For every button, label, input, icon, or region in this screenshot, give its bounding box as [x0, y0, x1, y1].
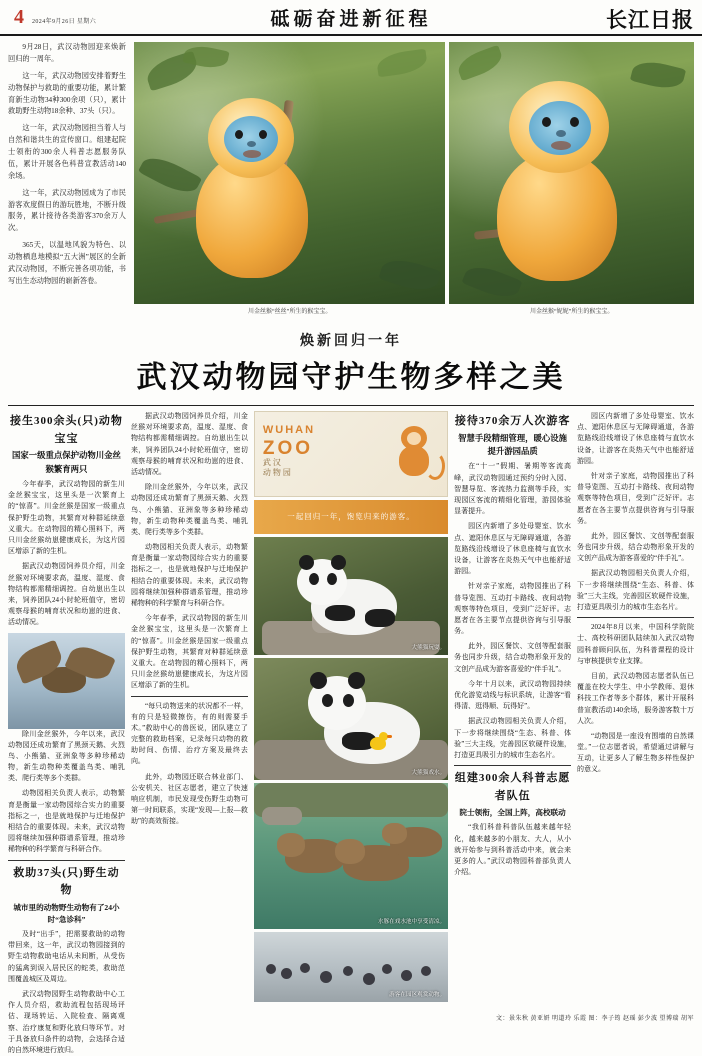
zoo-logo-card [254, 411, 448, 497]
paragraph: 针对亲子家庭，动物园推出了科普导览图、互动打卡路线、夜间动物观察等特色项目，受到广泛好评。志愿者在各主要节点提供咨询与引导服务。 [577, 471, 694, 525]
section-title-volunteer: 组建300余人科普志愿者队伍 [454, 772, 571, 802]
paragraph: 今年十月以来，武汉动物园持续优化游览动线与标识系统，让游客“看得清、逛得顺、玩得好”。 [454, 679, 572, 711]
page-title: 武汉动物园守护生物多样之美 [136, 361, 566, 394]
photo-credits: 文：景朱秋 黄亚妍 明道玲 乐霞 图：李子筠 赵瑶 彭少波 望博瑞 胡军 [495, 1016, 694, 1022]
lead-paragraph: 这一年，武汉动物园安排着野生动物保护与救助的重要功能，累计繁育新生动物34种300余项（只），累计救助野生动物18余种、37头（只）。 [8, 71, 126, 116]
paragraph: 及时“出手”，把需要救助的动物带回来，这一年，武汉动物园接到的野生动物救助电话从未间断，从受伤的猛禽到误入居民区的蛇类，救助范围覆盖城区及周边。 [8, 930, 125, 983]
photo-caption: 大熊猫玩耍。 [411, 645, 446, 652]
lead-paragraph: 365天，以温地风貌为特色、以动物栖息地模拟“五大洲”展区的全新武汉动物园，不断完善各项功能，书写出生态动物园的崭新答卷。 [8, 241, 126, 285]
paragraph: 目前，武汉动物园志愿者队伍已覆盖在校大学生、中小学教师、退休科技工作者等多个群体，累计开展科普宣教活动140余场，服务游客数十万人次。 [577, 671, 694, 725]
photo-visitor-crowd [254, 932, 448, 1002]
column-births-cont [131, 411, 248, 1024]
paragraph: 今年春季，武汉动物园的新生川金丝猴宝宝，这里头是一次繁育上的“惊喜”。川金丝猴是国家一级重点保护野生动物，其繁育对种群延续意义重大。在动物园的精心照料下，两只川金丝猴幼崽健康成长，为这片园区增添了新的生机。 [130, 614, 248, 690]
paragraph: 据武汉动物园相关负责人介绍，下一步将继续围绕“生态、科普、体验”三大主线，完善园区软硬件设施，打造更具吸引力的城市生态名片。 [577, 569, 694, 611]
photo-golden-monkey-pair [134, 42, 445, 304]
monkey-logo-icon [391, 426, 437, 484]
column-births [8, 411, 125, 1054]
paragraph: 园区内新增了多处母婴室、饮水点、遮阳休息区与无障碍通道，各游览路线沿线增设了休息座椅与直饮水设备，让游客在炎热天气中也能舒适游园。 [577, 412, 694, 465]
paragraph: 此外，园区餐饮、文创等配套服务也同步升级，结合动物形象开发的文创产品成为游客喜爱的“伴手礼”。 [454, 642, 572, 673]
photo-golden-monkey-single [449, 42, 694, 304]
photo-panda-climbing [254, 537, 448, 655]
divider [131, 696, 248, 697]
headline-kicker: 焕新回归一年 [300, 334, 402, 349]
paragraph: 2024年8月以来，中国科学院院士、高校科研团队陆续加入武汉动物园科普顾问队伍，为科普课程的设计与审核提供专业支撑。 [577, 623, 694, 665]
paragraph: “我们科普科普队伍越来越年轻化，越来越多的小朋友、大人，从小就开始参与到科普活动中来，就会来更多的人。”武汉动物园科普部负责人介绍。 [454, 823, 572, 877]
photo-panda-resting [254, 658, 448, 780]
paragraph: “动物园是一座没有围墙的自然课堂。”一位志愿者说，希望通过讲解与互动，让更多人了解生物多样性保护的意义。 [577, 731, 694, 774]
headline-block [0, 328, 702, 400]
issue-date: 2024年9月26日 星期六 [32, 18, 97, 25]
paragraph: 动物园相关负责人表示，动物繁育是衡量一家动物园综合实力的重要指标之一，也是就地保护与迁地保护相结合的重要体现。未来，武汉动物园将继续加强种群谱系管理，推动珍稀物种的科学繁育与科研合作。 [130, 543, 248, 607]
paragraph: 武汉动物园野生动物救助中心工作人员介绍，救助流程包括现场评估、现场转运、入院检查、隔离观察、治疗康复和野化放归等环节。对于具备放归条件的动物，会选择合适的自然环境进行放归。 [8, 989, 125, 1054]
photo-caption: 水豚在戏水池中享受清凉。 [377, 919, 446, 926]
paragraph: 据武汉动物园饲养员介绍，川金丝猴对环境要求高，温度、湿度、食物结构都需精细调控。自幼崽出生以来，饲养团队24小时轮班值守，密切观察母猴的哺育状况和幼崽的进食、活动情况。 [8, 562, 125, 627]
column-visitors [454, 411, 571, 1024]
paragraph: 在“十一”假期、暑期等客流高峰，武汉动物园通过预约分时入园、智慧导览、客流热力监测等手段，实现园区客流的精细化管理，游园体验显著提升。 [454, 462, 572, 516]
photo-raptor [8, 633, 125, 729]
photo-caption: 大熊猫戏水。 [411, 770, 446, 777]
paragraph: 除川金丝猴外，今年以来，武汉动物园还成功繁育了黑颈天鹅、火烈鸟、小熊猫、亚洲象等多种珍稀动物，新生动物种类覆盖鸟类、哺乳类、爬行类等多个类群。 [8, 729, 125, 783]
lead-paragraph: 这一年，武汉动物园成为了市民游客欢度假日的游玩胜地，不断升级服务，累计接待各类游客370余万人次。 [8, 188, 126, 233]
center-photo-stack [254, 537, 448, 1002]
lead-paragraph: 9月28日，武汉动物园迎来焕新回归的一周年。 [8, 43, 126, 63]
article-body [0, 406, 702, 1054]
divider [8, 860, 125, 861]
logo-brand-cn: 武汉 [262, 458, 283, 467]
divider [454, 765, 571, 766]
paragraph: 针对亲子家庭，动物园推出了科普导览图、互动打卡路线、夜间动物观察等特色项目，受到广泛好评。志愿者在各主要节点提供咨询与引导服务。 [454, 582, 572, 636]
photo-caption: 川金丝猴“妮妮”所生的猴宝宝。 [530, 309, 614, 315]
paragraph: “每只动物送来的状况都不一样，有的只是轻微擦伤，有的则需要手术。”救助中心的兽医说，团队建立了完整的救助档案，记录每只动物的救助时间、伤情、治疗方案及最终去向。 [130, 701, 248, 766]
column-visitors-cont [577, 411, 694, 1024]
section-subtitle-births: 国家一级重点保护动物川金丝猴繁育两只 [12, 451, 121, 474]
masthead-banner: 砥砺奋进新征程 [270, 8, 432, 30]
section-subtitle-visitors: 智慧手段精细管理，暖心设施提升游园品质 [458, 433, 568, 457]
paragraph: 除川金丝猴外，今年以来，武汉动物园还成功繁育了黑颈天鹅、火烈鸟、小熊猫、亚洲象等多种珍稀动物，新生动物种类覆盖鸟类、哺乳类、爬行类等多个类群。 [130, 483, 248, 536]
photo-capybara-water [254, 783, 448, 929]
paragraph: 动物园相关负责人表示，动物繁育是衡量一家动物园综合实力的重要指标之一，也是就地保护与迁地保护相结合的重要体现。未来，武汉动物园将继续加强种群谱系管理，推动珍稀物种的科学繁育与科研合作。 [8, 789, 125, 854]
paragraph: 此外，园区餐饮、文创等配套服务也同步升级，结合动物形象开发的文创产品成为游客喜爱的“伴手礼”。 [577, 531, 694, 563]
masthead [0, 0, 702, 36]
section-title-births: 接生300余头(只)动物宝宝 [10, 415, 123, 445]
photo-caption: 游客在园区观赏动物。 [389, 992, 446, 999]
section-title-visitors: 接待370余万人次游客 [454, 415, 571, 427]
top-photo-group [134, 42, 694, 328]
lead-column [8, 42, 126, 328]
photo-caption: 川金丝猴“丝丝”所生的猴宝宝。 [248, 309, 332, 315]
paragraph: 园区内新增了多处母婴室、饮水点、遮阳休息区与无障碍通道，各游览路线沿线增设了休息座椅与直饮水设备，让游客在炎热天气中也能舒适游园。 [454, 522, 572, 576]
section-subtitle-rescue: 城市里的动物野生动物有了24小时“急诊科” [13, 902, 120, 924]
banner-stripe: 一起回归一年，饱览归来的游客。 [254, 500, 448, 534]
lead-paragraph: 这一年，武汉动物园担当着人与自然和谐共生的宣传窗口。组建起院士领衔的300余人科普志愿服务队伍，累计开展各色科普宣教活动140余场。 [8, 124, 126, 180]
section-title-rescue: 救助37头(只)野生动物 [13, 866, 120, 897]
paragraph: 据武汉动物园相关负责人介绍，下一步将继续围绕“生态、科普、体验”三大主线，完善园区软硬件设施，打造更具吸引力的城市生态名片。 [454, 717, 572, 759]
paper-name: 长江日报 [606, 8, 694, 32]
page-number: 4 [14, 6, 24, 28]
paragraph: 此外，动物园还联合林业部门、公安机关、社区志愿者，建立了快速响应机制，市民发现受伤野生动物可第一时间联系，实现“发现—上报—救助”的高效衔接。 [130, 772, 248, 826]
paragraph: 据武汉动物园饲养员介绍，川金丝猴对环境要求高，温度、湿度、食物结构都需精细调控。自幼崽出生以来，饲养团队24小时轮班值守，密切观察母猴的哺育状况和幼崽的进食、活动情况。 [130, 412, 248, 476]
top-section [0, 36, 702, 328]
section-subtitle-volunteer: 院士领衔，全国上阵，高校联动 [459, 808, 566, 818]
logo-brand-en-main: ZOO [262, 438, 314, 459]
logo-brand-en-top: WUHAN [262, 424, 316, 436]
divider [577, 617, 694, 618]
logo-brand-cn2: 动物园 [262, 468, 293, 477]
column-center-media [254, 411, 448, 1024]
paragraph: 今年春季，武汉动物园的新生川金丝猴宝宝，这里头是一次繁育上的“惊喜”。川金丝猴是国家一级重点保护野生动物，其繁育对种群延续意义重大。在动物园的精心照料下，两只川金丝猴幼崽健康成长，为这片园区增添了新的生机。 [8, 480, 125, 556]
